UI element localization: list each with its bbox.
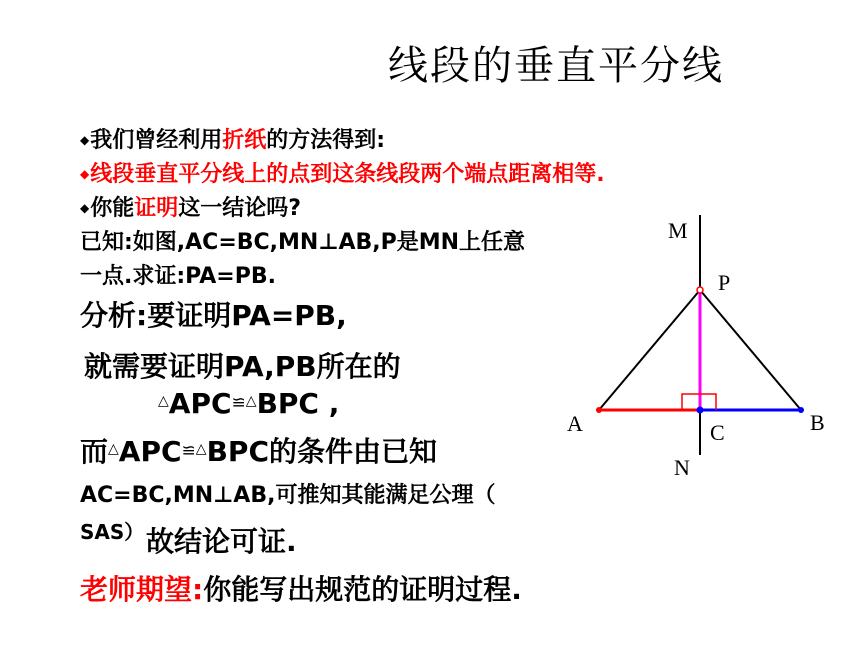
line3-part-c: 这一结论吗? (178, 196, 302, 221)
label-n: N (674, 455, 690, 480)
point-p (697, 287, 703, 293)
triangle-symbol: △ (195, 441, 207, 457)
label-b: B (810, 410, 825, 435)
comma: , (318, 387, 340, 420)
sas-label: SAS） (80, 520, 145, 544)
expectation-text: 你能写出规范的证明过程. (203, 573, 522, 606)
condition-suffix: 的条件由已知 (269, 435, 438, 468)
triangle-symbol: △ (158, 393, 169, 409)
line1-part-a: 我们曾经利用 (90, 128, 223, 153)
line1-emphasis-folding: 折纸 (222, 128, 267, 153)
bullet-icon: ◆ (80, 201, 90, 215)
triangle-apc: APC (118, 435, 182, 468)
label-a: A (567, 411, 583, 436)
triangle-bpc: BPC (206, 435, 269, 468)
condition-prefix: 而 (80, 435, 109, 468)
conclusion-line: 故结论可证. (146, 525, 297, 558)
segment-pb (700, 290, 801, 410)
need-line: 就需要证明PA,PB所在的 (84, 350, 401, 383)
line1-part-c: 的方法得到: (266, 128, 386, 153)
label-p: P (718, 270, 731, 295)
slide-title: 线段的垂直平分线 (388, 43, 724, 89)
triangle-apc: APC (168, 387, 232, 420)
congruent-symbol: ≌ (231, 393, 246, 413)
label-c: C (710, 420, 725, 445)
known-line: AC=BC,MN⊥AB,可推知其能满足公理（ (80, 483, 496, 508)
line3-part-a: 你能 (90, 196, 135, 221)
line3-emphasis-prove: 证明 (134, 196, 179, 221)
bullet-icon: ◆ (80, 167, 90, 181)
congruent-symbol: ≌ (181, 441, 196, 461)
analysis-line: 分析:要证明PA=PB, (80, 299, 347, 332)
given-line-1: 已知:如图,AC=BC,MN⊥AB,P是MN上任意 (80, 230, 526, 255)
bullet-icon: ◆ (80, 133, 90, 147)
segment-pa (599, 290, 700, 410)
point-b (798, 407, 804, 413)
point-c (697, 407, 704, 414)
given-line-2: 一点.求证:PA=PB. (80, 264, 276, 289)
label-m: M (668, 218, 688, 243)
triangle-symbol: △ (108, 441, 119, 457)
triangle-bpc: BPC (256, 387, 319, 420)
expectation-label: 老师期望: (80, 573, 204, 606)
theorem-text: 线段垂直平分线上的点到这条线段两个端点距离相等. (90, 162, 605, 187)
point-a (596, 407, 602, 413)
triangle-symbol: △ (245, 393, 257, 409)
